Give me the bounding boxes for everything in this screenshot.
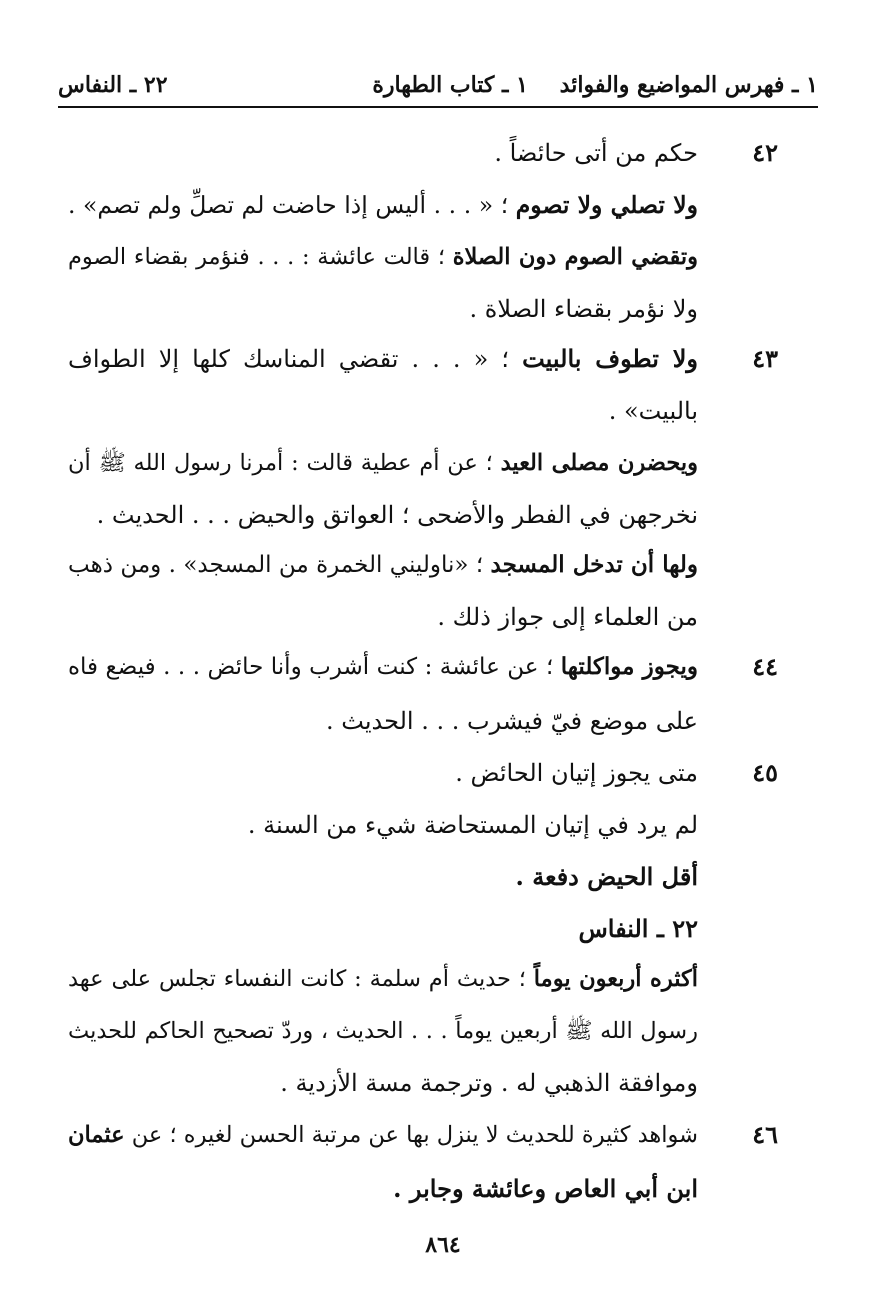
text-line [68,334,698,384]
entry-number: ٤٣ [752,344,778,373]
section-title: ٢٢ ـ النفاس [578,914,698,943]
text-line [68,284,698,334]
text-line [68,438,698,488]
line-heading: وتقضي الصوم دون الصلاة [452,244,698,270]
line-text: ؛ عن عائشة : كنت أشرب وأنا حائض . . . فيضع فاه [68,654,561,680]
line-heading: ولا تطوف بالبيت [522,344,698,373]
line-heading: ابن أبي العاص وعائشة وجابر . [393,1174,698,1203]
line-text: لم يرد في إتيان المستحاضة شيء من السنة . [247,811,698,839]
line-text: ؛ قالت عائشة : . . . فنؤمر بقضاء الصوم [68,244,453,270]
line-heading: أكثره أربعون يوماً [533,966,699,992]
running-header [58,68,818,104]
text-line [68,748,698,798]
line-text: نخرجهن في الفطر والأضحى ؛ العواتق والحيض . . . الحديث . [96,501,698,529]
line-heading: أقل الحيض دفعة . [515,862,698,891]
entry-number: ٤٢ [752,138,778,167]
line-text: ؛ « . . . أليس إذا حاضت لم تصلِّ ولم تصم» . [68,191,516,219]
line-text: ؛ حديث أم سلمة : كانت النفساء تجلس على عهد [68,966,534,992]
line-text: حكم من أتى حائضاً . [494,139,698,167]
line-heading: ويحضرن مصلى العيد [500,450,698,476]
line-heading: ولا تصلي ولا تصوم [515,191,698,219]
text-line [68,180,698,230]
line-text: بالبيت» . [608,397,698,425]
page-number: ٨٦٤ [425,1232,461,1258]
line-text: على موضع فيّ فيشرب . . . الحديث . [326,707,698,735]
text-line [68,1164,698,1214]
section-heading [68,904,698,954]
line-heading: عثمان [68,1122,125,1148]
text-line [68,696,698,746]
line-text: ؛ « . . . تقضي المناسك كلها إلا الطواف [68,345,523,373]
header-chapter-title: ٢٢ ـ النفاس [58,72,168,98]
header-divider [58,106,818,108]
line-heading: ولها أن تدخل المسجد [490,551,698,578]
line-text: من العلماء إلى جواز ذلك . [437,603,698,631]
line-text: ولا نؤمر بقضاء الصلاة . [469,295,698,323]
text-line [68,540,698,590]
text-line [68,1110,698,1160]
text-line [68,800,698,850]
text-line [68,852,698,902]
line-text: رسول الله ﷺ أربعين يوماً . . . الحديث ، وردّ تصحيح الحاكم للحديث [68,1018,698,1044]
line-text: ؛ عن أم عطية قالت : أمرنا رسول الله ﷺ أن [68,450,501,476]
header-index-title: ١ ـ فهرس المواضيع والفوائد [559,72,818,98]
text-line [68,642,698,692]
text-line [68,592,698,642]
entry-number: ٤٤ [752,652,778,681]
line-text: شواهد كثيرة للحديث لا ينزل بها عن مرتبة الحسن لغيره ؛ عن [124,1122,698,1148]
text-line [68,128,698,178]
line-heading: ويجوز مواكلتها [560,653,698,680]
header-book-title: ١ ـ كتاب الطهارة [372,72,528,98]
line-text: ؛ «ناوليني الخمرة من المسجد» . ومن ذهب [68,552,491,578]
text-line [68,954,698,1004]
entry-number: ٤٥ [752,758,778,787]
text-line [68,232,698,282]
line-text: متى يجوز إتيان الحائض . [455,759,698,787]
text-line [68,1006,698,1056]
text-line [68,490,698,540]
line-text: وموافقة الذهبي له . وترجمة مسة الأزدية . [280,1069,698,1097]
entry-number: ٤٦ [752,1120,778,1149]
text-line [68,1058,698,1108]
text-line [68,386,698,436]
